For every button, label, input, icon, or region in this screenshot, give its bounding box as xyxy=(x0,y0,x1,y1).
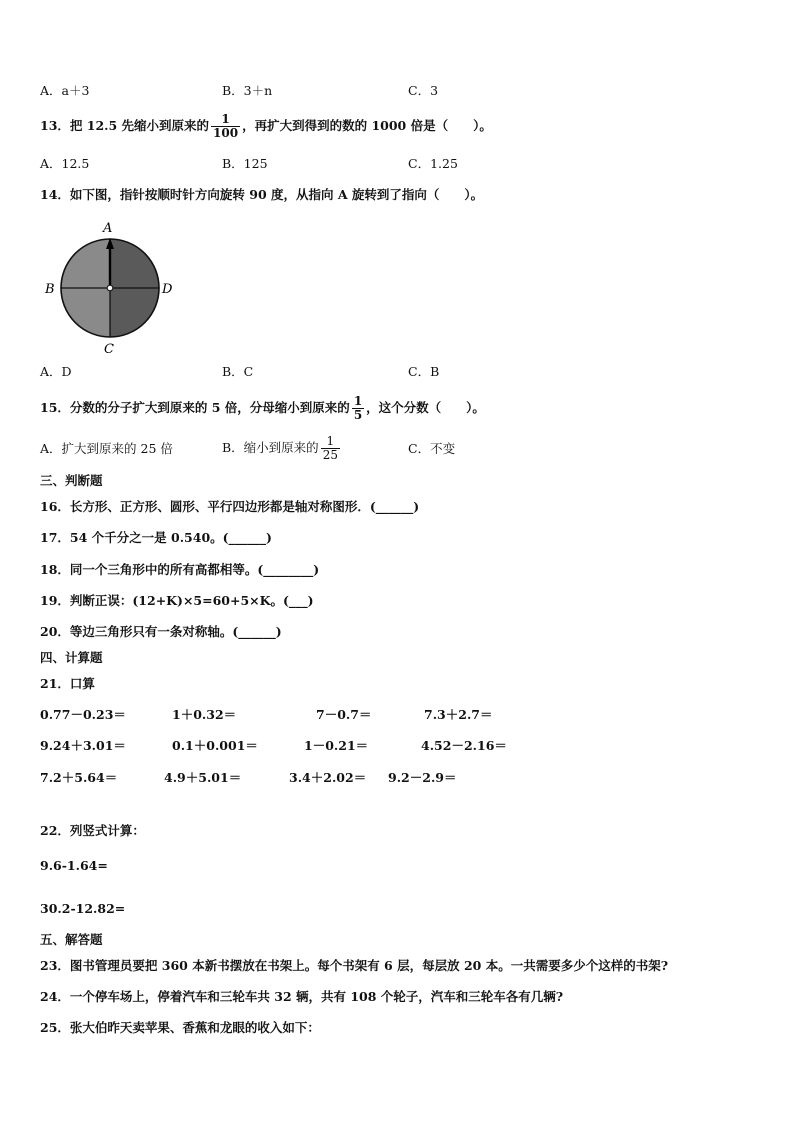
q13-stem-pre: 13．把 12.5 先缩小到原来的 xyxy=(40,118,210,133)
q15-fraction xyxy=(352,395,364,422)
q15-stem-pre: 15．分数的分子扩大到原来的 5 倍，分母缩小到原来的 xyxy=(40,400,350,415)
question-16: 16．长方形、正方形、圆形、平行四边形都是轴对称图形．(______) xyxy=(40,499,420,514)
q14-option-c: C．B xyxy=(408,364,440,379)
q15-option-a: A．扩大到原来的 25 倍 xyxy=(40,441,173,456)
q15-frac-num: 1 xyxy=(353,394,363,408)
calc-item: 9.24＋3.01＝ xyxy=(40,738,126,753)
q15-frac-den: 5 xyxy=(353,408,363,422)
dial-label-b: B xyxy=(45,282,55,297)
vertical-calc-item: 30.2-12.82= xyxy=(40,901,126,916)
question-15 xyxy=(40,392,485,424)
q15-stem-post: ，这个分数（ ）。 xyxy=(366,400,485,415)
q13-frac-num: 1 xyxy=(221,112,230,126)
q13-fraction xyxy=(211,113,240,140)
section-heading-judge: 三、判断题 xyxy=(40,473,103,488)
dial-label-d: D xyxy=(162,282,173,297)
q14-option-a: A．D xyxy=(40,364,72,379)
calc-item: 3.4＋2.02＝ xyxy=(289,770,367,785)
dial-label-c: C xyxy=(104,342,114,357)
q13-stem-post: ，再扩大到得到的数的 1000 倍是（ ）。 xyxy=(242,118,492,133)
q13-option-b: B．125 xyxy=(222,156,268,171)
q15-option-b-fraction xyxy=(321,435,340,462)
calc-item: 7.2＋5.64＝ xyxy=(40,770,118,785)
q15-option-b-text: B．缩小到原来的 xyxy=(222,440,319,455)
q15-option-c: C．不变 xyxy=(408,441,456,456)
question-22-title: 22．列竖式计算： xyxy=(40,823,145,838)
calc-item: 0.1＋0.001＝ xyxy=(172,738,258,753)
q12-option-b: B．3＋n xyxy=(222,83,273,98)
dial-center-pivot xyxy=(107,285,113,291)
calc-item: 4.9＋5.01＝ xyxy=(164,770,242,785)
dial-label-a: A xyxy=(103,221,113,236)
calc-item: 1＋0.32＝ xyxy=(172,707,237,722)
calc-item: 7－0.7＝ xyxy=(316,707,372,722)
question-17: 17．54 个千分之一是 0.540。(______) xyxy=(40,530,272,545)
question-14-stem: 14．如下图，指针按顺时针方向旋转 90 度，从指向 A 旋转到了指向（ ）。 xyxy=(40,187,484,202)
calc-item: 7.3＋2.7＝ xyxy=(424,707,493,722)
question-18: 18．同一个三角形中的所有高都相等。(________) xyxy=(40,562,320,577)
calc-item: 0.77－0.23＝ xyxy=(40,707,126,722)
q12-option-a: A．a＋3 xyxy=(40,83,90,98)
question-25: 25．张大伯昨天卖苹果、香蕉和龙眼的收入如下： xyxy=(40,1020,320,1035)
question-21-title: 21．口算 xyxy=(40,676,95,691)
vertical-calc-item: 9.6-1.64= xyxy=(40,858,108,873)
q13-option-a: A．12.5 xyxy=(40,156,90,171)
question-20: 20．等边三角形只有一条对称轴。(______) xyxy=(40,624,282,639)
question-23: 23．图书管理员要把 360 本新书摆放在书架上。每个书架有 6 层，每层放 20 本。一共需要多少个这样的书架? xyxy=(40,958,669,973)
calc-item: 9.2－2.9＝ xyxy=(388,770,457,785)
compass-dial-figure xyxy=(40,218,180,358)
section-heading-calc: 四、计算题 xyxy=(40,650,103,665)
section-heading-answer: 五、解答题 xyxy=(40,932,103,947)
q14-option-b: B．C xyxy=(222,364,254,379)
q15-option-b xyxy=(222,432,342,464)
question-24: 24．一个停车场上，停着汽车和三轮车共 32 辆，共有 108 个轮子，汽车和三轮车各有几辆? xyxy=(40,989,564,1004)
q13-frac-den: 100 xyxy=(213,126,239,140)
q12-option-c: C．3 xyxy=(408,83,439,98)
q15-opt-b-num: 1 xyxy=(326,434,335,448)
calc-item: 4.52－2.16＝ xyxy=(421,738,507,753)
calc-item: 1－0.21＝ xyxy=(304,738,369,753)
question-13 xyxy=(40,112,492,140)
question-19: 19．判断正误：(12+K)×5=60+5×K。(___) xyxy=(40,593,314,608)
q15-opt-b-den: 25 xyxy=(322,448,338,462)
q13-option-c: C．1.25 xyxy=(408,156,458,171)
